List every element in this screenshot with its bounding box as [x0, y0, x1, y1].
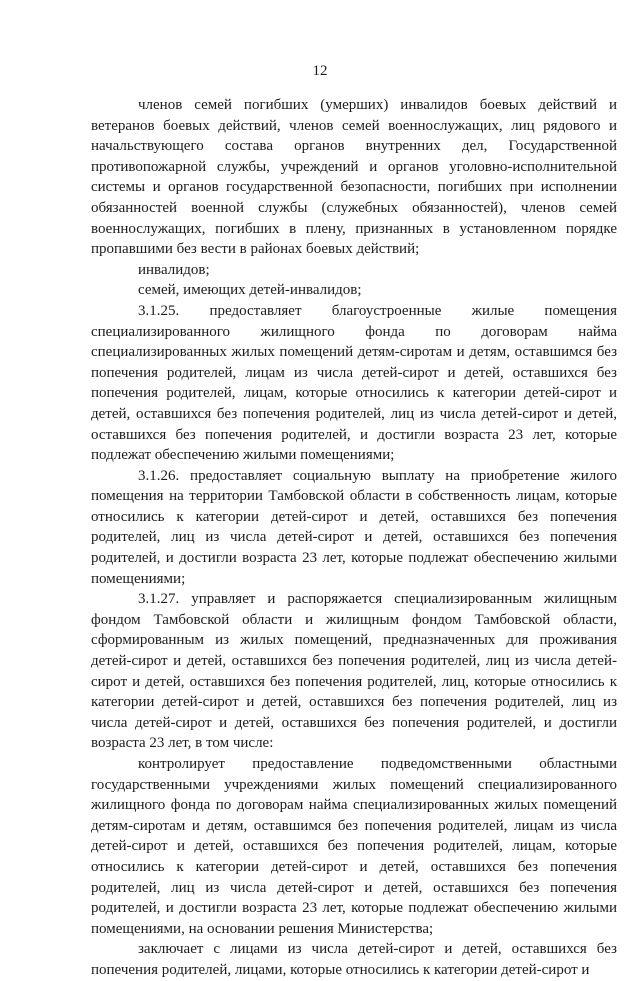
paragraph-concludes: заключает с лицами из числа детей-сирот и детей, оставшихся без попечения родителей, лицами, которые относились к категории детей-сирот и — [91, 941, 617, 978]
paragraph-3-1-26: 3.1.26. предоставляет социальную выплату на приобретение жилого помещения на территории Тамбовской области в собственность лицам, которые относились к категории детей-сирот и детей, оставшихся без попечения родителей, лиц из числа детей-сирот и детей, оставшихся без попечения родителей, и достигли возраста 23 лет, которые подлежат обеспечению жилыми помещениями; — [91, 467, 617, 587]
document-body — [91, 95, 617, 981]
paragraph-families: семей, имеющих детей-инвалидов; — [138, 282, 362, 299]
paragraph-3-1-27: 3.1.27. управляет и распоряжается специализированным жилищным фондом Тамбовской области и жилищным фондом Тамбовской области, сформированным из жилых помещений, предназначенных для проживания детей-сирот и детей, оставшихся без попечения родителей, лиц из числа детей-сирот и детей, оставшихся без попечения родителей, лиц, которые относились к категории детей-сирот и детей, оставшихся без попечения родителей, лиц из числа детей-сирот и детей, оставшихся без попечения родителей, и достигли возраста 23 лет, в том числе: — [91, 591, 617, 752]
paragraph-3-1-25: 3.1.25. предоставляет благоустроенные жилые помещения специализированного жилищного фонда по договорам найма специализированных жилых помещений детям-сиротам и детям, оставшимся без попечения родителей, лицам из числа детей-сирот и детей, оставшихся без попечения родителей, лицам, которые относились к категории детей-сирот и детей, оставшихся без попечения родителей, лиц из числа детей-сирот и детей, оставшихся без попечения родителей, и достигли возраста 23 лет, которые подлежат обеспечению жилыми помещениями; — [91, 302, 617, 464]
paragraph-disabled: инвалидов; — [138, 261, 210, 278]
page-number: 12 — [312, 63, 328, 79]
paragraph-continuation: членов семей погибших (умерших) инвалидов боевых действий и ветеранов боевых действий, членов семей военнослужащих, лиц рядового и начальствующего состава органов внутренних дел, Государственной противопожарной службы, учреждений и органов уголовно-исполнительной системы и органов государственной безопасности, погибших при исполнении обязанностей военной службы (служебных обязанностей), членов семей военнослужащих, погибших в плену, признанных в установленном порядке пропавшими без вести в районах боевых действий; — [91, 97, 617, 258]
paragraph-controls: контролирует предоставление подведомственными областными государственными учреждениями жилых помещений специализированного жилищного фонда по договорам найма специализированных жилых помещений детям-сиротам и детям, оставшимся без попечения родителей, лицам из числа детей-сирот и детей, оставшихся без попечения родителей, лицам, которые относились к категории детей-сирот и детей, оставшихся без попечения родителей, лиц из числа детей-сирот и детей, оставшихся без попечения родителей, и достигли возраста 23 лет, которые подлежат обеспечению жилыми помещениями, на основании решения Министерства; — [91, 756, 617, 937]
